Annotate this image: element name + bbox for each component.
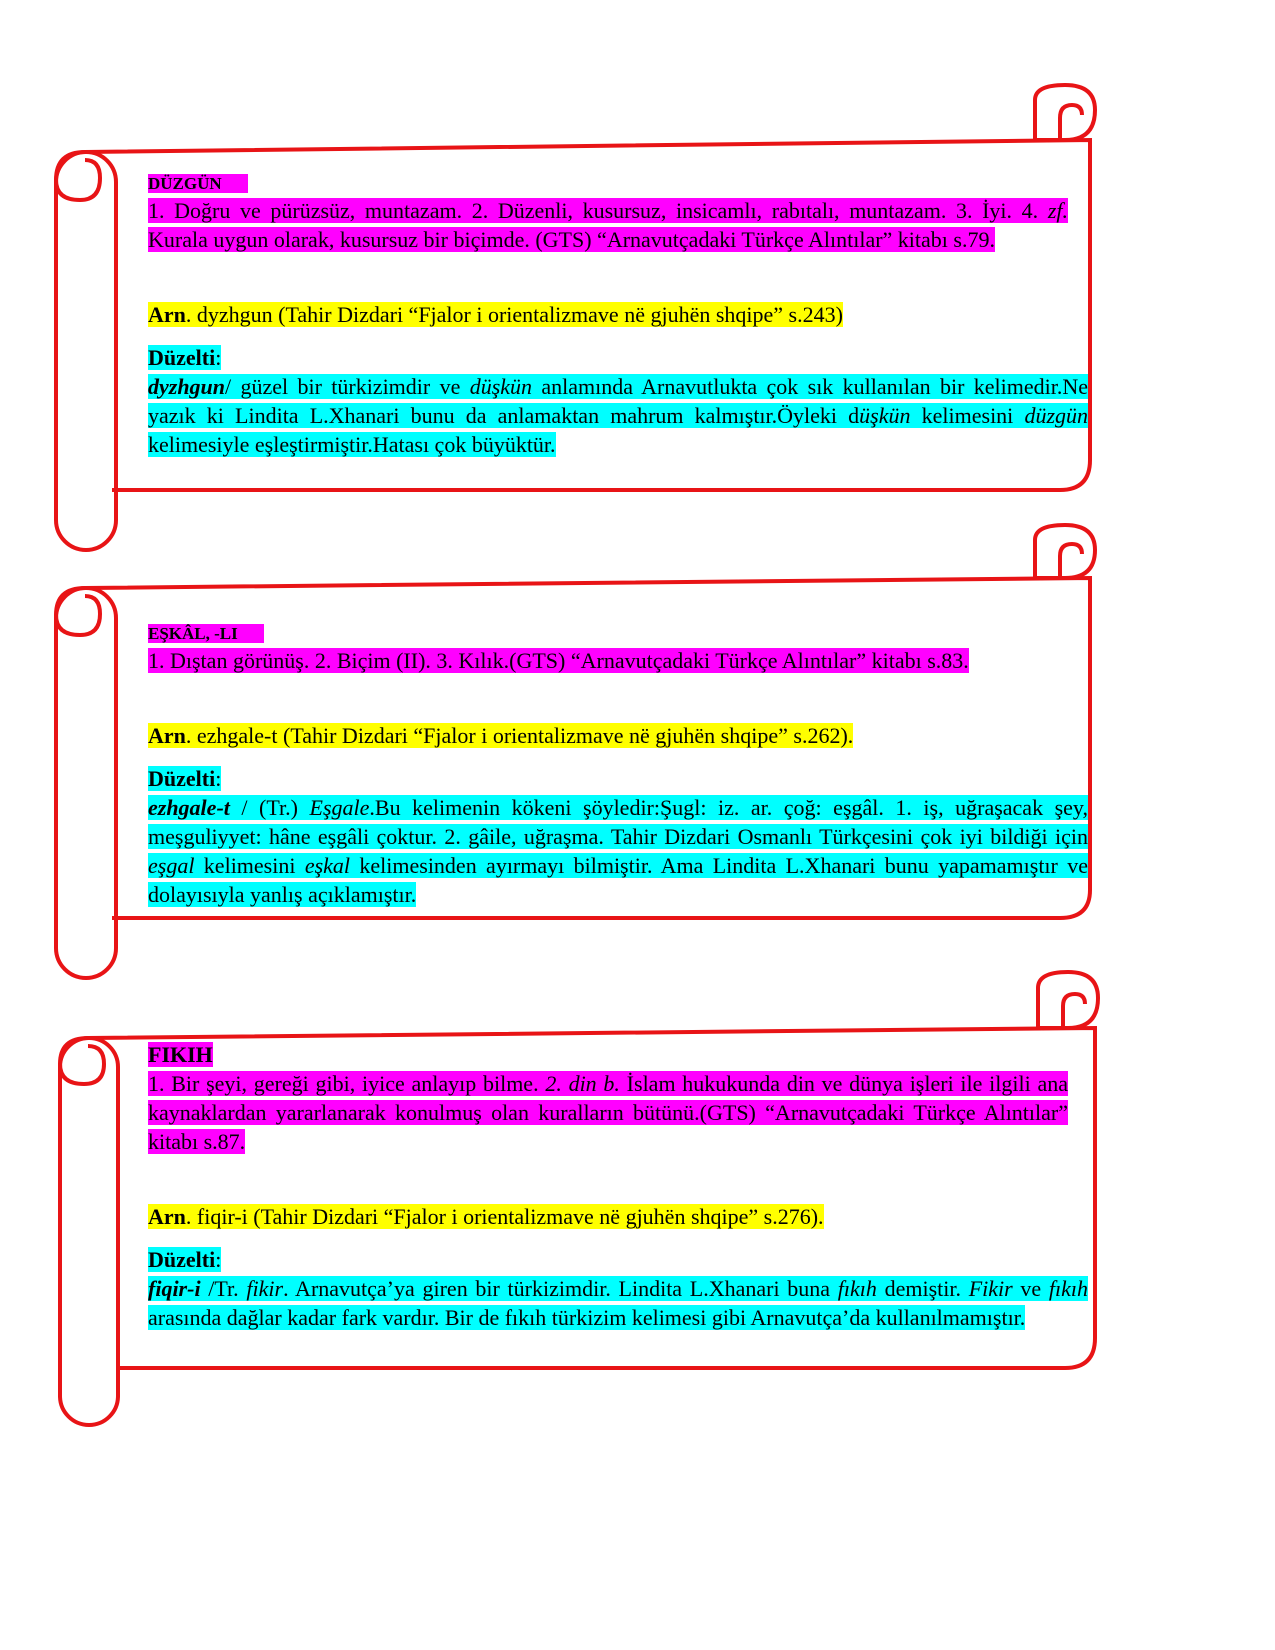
definition: 1. Bir şeyi, gereği gibi, iyice anlayıp bilme. 2. din b. İslam hukukunda din ve dünya işleri ile ilgili ana kaynaklardan yararlanarak konulmuş olan kuralların bütünü.(GTS) “Arnavutçadaki Türkçe Alıntılar” kitabı s.87. (148, 1071, 1068, 1154)
definition: 1. Doğru ve pürüzsüz, muntazam. 2. Düzenli, kusursuz, insicamlı, rabıtalı, muntazam. 3. İyi. 4. zf. Kurala uygun olarak, kusursuz bir biçimde. (GTS) “Arnavutçadaki Türkçe Alıntılar” kitabı s.79. (148, 198, 1068, 252)
duzelti-text: ezhgale-t / (Tr.) Eşgale.Bu kelimenin kökeni şöyledir:Şugl: iz. ar. çoğ: eşgâl. 1. iş, uğraşacak şey, meşguliyyet: hâne eşgâli çoktur. 2. gâile, uğraşma. Tahir Dizdari Osmanlı Türkçesini çok iyi bildiği için eşgal kelimesini eşkal kelimesinden ayırmayı bilmiştir. Ama Lindita L.Xhanari bunu yapamamıştır ve dolayısıyla yanlış açıklamıştır. (148, 795, 1088, 907)
headword: DÜZGÜN (148, 174, 248, 193)
duzelti-text: fiqir-i /Tr. fikir. Arnavutça’ya giren bir türkizimdir. Lindita L.Xhanari buna fıkıh demiştir. Fikir ve fıkıh arasında dağlar kadar fark vardır. Bir de fıkıh türkizim kelimesi gibi Arnavutça’da kullanılmamıştır. (148, 1276, 1089, 1330)
arnavutca-line: Arn. ezhgale-t (Tahir Dizdari “Fjalor i orientalizmave në gjuhën shqipe” s.262). (148, 723, 854, 748)
duzelti-text: dyzhgun/ güzel bir türkizimdir ve düşkün anlamında Arnavutlukta çok sık kullanılan bir kelimedir.Ne yazık ki Lindita L.Xhanari bunu da anlamaktan mahrum kalmıştır.Öyleki düşkün kelimesini düzgün kelimesiyle eşleştirmiştir.Hatası çok büyüktür. (148, 374, 1088, 457)
duzelti-label: Düzelti: (148, 766, 222, 791)
entry-fikih (148, 1040, 1130, 1332)
arnavutca-line: Arn. fiqir-i (Tahir Dizdari “Fjalor i orientalizmave në gjuhën shqipe” s.276). (148, 1204, 824, 1229)
duzelti-label: Düzelti: (148, 1247, 222, 1272)
headword: FIKIH (148, 1042, 213, 1067)
headword: EŞKÂL, -LI (148, 624, 264, 643)
entry-duzgun (148, 168, 1130, 459)
duzelti-label: Düzelti: (148, 345, 222, 370)
arnavutca-line: Arn. dyzhgun (Tahir Dizdari “Fjalor i orientalizmave në gjuhën shqipe” s.243) (148, 302, 843, 327)
definition: 1. Dıştan görünüş. 2. Biçim (II). 3. Kılık.(GTS) “Arnavutçadaki Türkçe Alıntılar” kitabı s.83. (148, 648, 969, 673)
entry-eskal (148, 618, 1130, 909)
